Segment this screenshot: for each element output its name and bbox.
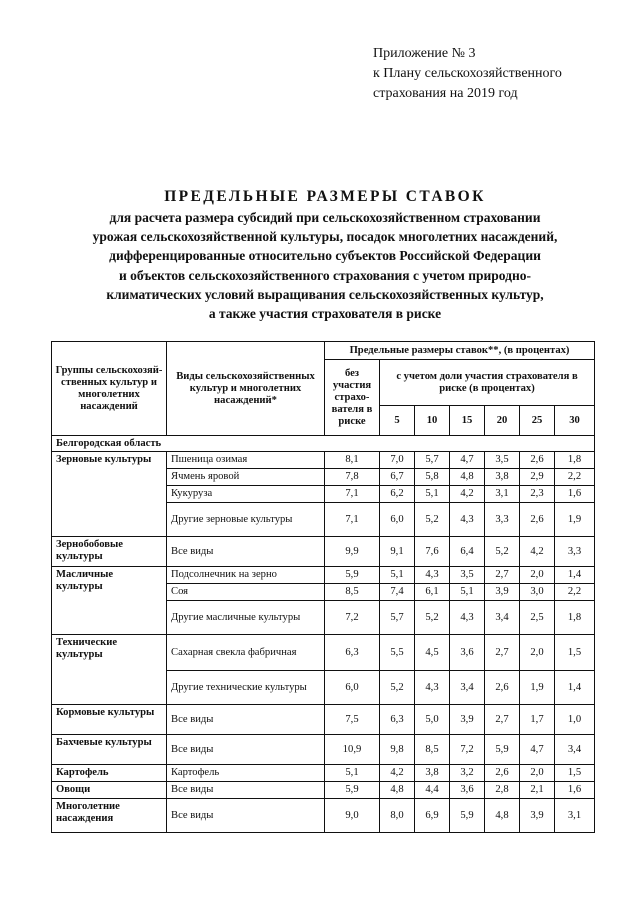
rate-value: 4,3 bbox=[450, 601, 485, 635]
rate-value: 3,5 bbox=[485, 452, 520, 469]
rate-value: 5,2 bbox=[415, 601, 450, 635]
rate-value: 2,6 bbox=[485, 765, 520, 782]
rate-value: 4,8 bbox=[380, 782, 415, 799]
crop-name: Пшеница озимая bbox=[167, 452, 325, 469]
rate-value: 5,2 bbox=[415, 503, 450, 537]
crop-name: Другие масличные культуры bbox=[167, 601, 325, 635]
rate-value: 3,3 bbox=[555, 537, 595, 567]
crop-name: Все виды bbox=[167, 705, 325, 735]
rate-value: 7,0 bbox=[380, 452, 415, 469]
crop-name: Кукуруза bbox=[167, 486, 325, 503]
rate-value: 3,4 bbox=[450, 671, 485, 705]
rate-value: 4,7 bbox=[450, 452, 485, 469]
rate-value: 2,7 bbox=[485, 567, 520, 584]
rate-value: 9,8 bbox=[380, 735, 415, 765]
group-name: Технические культуры bbox=[52, 635, 167, 705]
header-groups: Группы сельскохозяй-ственных культур и многолетних насаждений bbox=[52, 342, 167, 436]
crop-name: Другие технические культуры bbox=[167, 671, 325, 705]
header-no-share: без участия страхо-вателя в риске bbox=[325, 360, 380, 436]
table-row bbox=[52, 705, 595, 735]
header-share-10: 10 bbox=[415, 406, 450, 436]
group-name: Бахчевые культуры bbox=[52, 735, 167, 765]
rate-value: 5,8 bbox=[415, 469, 450, 486]
header-with-share: с учетом доли участия страхователя в риске (в процентах) bbox=[380, 360, 595, 406]
rate-value: 6,3 bbox=[325, 635, 380, 671]
document-title: ПРЕДЕЛЬНЫЕ РАЗМЕРЫ СТАВОК bbox=[164, 188, 486, 205]
rate-value: 1,7 bbox=[520, 705, 555, 735]
rate-value: 4,5 bbox=[415, 635, 450, 671]
region-row: Белгородская область bbox=[52, 436, 595, 452]
rate-value: 2,3 bbox=[520, 486, 555, 503]
group-name: Картофель bbox=[52, 765, 167, 782]
rate-value: 6,0 bbox=[380, 503, 415, 537]
rate-value: 4,3 bbox=[415, 567, 450, 584]
rate-value: 8,5 bbox=[415, 735, 450, 765]
rate-value: 5,1 bbox=[415, 486, 450, 503]
rate-value: 2,1 bbox=[520, 782, 555, 799]
rate-value: 7,8 bbox=[325, 469, 380, 486]
rate-value: 5,2 bbox=[380, 671, 415, 705]
rate-value: 1,5 bbox=[555, 765, 595, 782]
rate-value: 1,0 bbox=[555, 705, 595, 735]
rate-value: 4,3 bbox=[415, 671, 450, 705]
rate-value: 3,4 bbox=[485, 601, 520, 635]
rate-value: 3,1 bbox=[485, 486, 520, 503]
crop-name: Картофель bbox=[167, 765, 325, 782]
rate-value: 1,9 bbox=[520, 671, 555, 705]
rate-value: 3,9 bbox=[485, 584, 520, 601]
rate-value: 4,2 bbox=[380, 765, 415, 782]
rate-value: 2,9 bbox=[520, 469, 555, 486]
rate-value: 7,5 bbox=[325, 705, 380, 735]
rate-value: 4,8 bbox=[485, 799, 520, 833]
rate-value: 4,2 bbox=[520, 537, 555, 567]
rate-value: 6,3 bbox=[380, 705, 415, 735]
rate-value: 2,8 bbox=[485, 782, 520, 799]
rate-value: 4,2 bbox=[450, 486, 485, 503]
rate-value: 1,8 bbox=[555, 601, 595, 635]
rate-value: 6,7 bbox=[380, 469, 415, 486]
rate-value: 5,2 bbox=[485, 537, 520, 567]
rate-value: 10,9 bbox=[325, 735, 380, 765]
heading-line: климатических условий выращивания сельскохозяйственных культур, bbox=[106, 286, 544, 302]
rate-value: 5,9 bbox=[325, 567, 380, 584]
rate-value: 9,0 bbox=[325, 799, 380, 833]
rate-value: 7,1 bbox=[325, 486, 380, 503]
crop-name: Другие зерновые культуры bbox=[167, 503, 325, 537]
rate-value: 6,0 bbox=[325, 671, 380, 705]
header-types: Виды сельскохозяйственных культур и многолетних насаждений* bbox=[167, 342, 325, 436]
table-row bbox=[52, 799, 595, 833]
rate-value: 1,4 bbox=[555, 671, 595, 705]
rate-value: 1,6 bbox=[555, 782, 595, 799]
rate-value: 2,6 bbox=[520, 503, 555, 537]
group-name: Зерновые культуры bbox=[52, 452, 167, 537]
rate-value: 9,1 bbox=[380, 537, 415, 567]
rate-value: 6,1 bbox=[415, 584, 450, 601]
header-max-rates: Предельные размеры ставок**, (в процентах) bbox=[325, 342, 595, 360]
rate-value: 3,5 bbox=[450, 567, 485, 584]
rate-value: 5,9 bbox=[450, 799, 485, 833]
rate-value: 5,0 bbox=[415, 705, 450, 735]
rate-value: 8,5 bbox=[325, 584, 380, 601]
rate-value: 1,9 bbox=[555, 503, 595, 537]
rate-value: 2,5 bbox=[520, 601, 555, 635]
header-share-25: 25 bbox=[520, 406, 555, 436]
appendix-block bbox=[373, 44, 562, 104]
rate-value: 2,7 bbox=[485, 705, 520, 735]
rate-value: 1,4 bbox=[555, 567, 595, 584]
table-row bbox=[52, 782, 595, 799]
group-name: Кормовые культуры bbox=[52, 705, 167, 735]
rate-value: 2,0 bbox=[520, 765, 555, 782]
rate-value: 3,6 bbox=[450, 782, 485, 799]
document-heading bbox=[40, 187, 610, 323]
heading-line: для расчета размера субсидий при сельскохозяйственном страховании bbox=[109, 210, 541, 225]
rate-value: 5,9 bbox=[485, 735, 520, 765]
crop-name: Все виды bbox=[167, 735, 325, 765]
rate-value: 2,2 bbox=[555, 584, 595, 601]
rate-value: 3,8 bbox=[415, 765, 450, 782]
rate-value: 3,8 bbox=[485, 469, 520, 486]
rate-value: 6,2 bbox=[380, 486, 415, 503]
rate-value: 4,7 bbox=[520, 735, 555, 765]
rate-value: 7,4 bbox=[380, 584, 415, 601]
rate-value: 2,6 bbox=[520, 452, 555, 469]
rate-value: 3,9 bbox=[520, 799, 555, 833]
rate-value: 5,7 bbox=[415, 452, 450, 469]
group-name: Многолетние насаждения bbox=[52, 799, 167, 833]
header-share-15: 15 bbox=[450, 406, 485, 436]
heading-line: и объектов сельскохозяйственного страхования с учетом природно- bbox=[119, 267, 531, 283]
group-name: Масличные культуры bbox=[52, 567, 167, 635]
crop-name: Все виды bbox=[167, 799, 325, 833]
rate-value: 2,2 bbox=[555, 469, 595, 486]
rate-value: 7,2 bbox=[450, 735, 485, 765]
rate-value: 4,8 bbox=[450, 469, 485, 486]
table-row bbox=[52, 765, 595, 782]
rate-value: 5,1 bbox=[325, 765, 380, 782]
rate-value: 5,9 bbox=[325, 782, 380, 799]
rate-value: 3,2 bbox=[450, 765, 485, 782]
rate-value: 8,0 bbox=[380, 799, 415, 833]
rate-value: 6,9 bbox=[415, 799, 450, 833]
table-row bbox=[52, 735, 595, 765]
rate-value: 7,2 bbox=[325, 601, 380, 635]
group-name: Овощи bbox=[52, 782, 167, 799]
rate-value: 3,6 bbox=[450, 635, 485, 671]
appendix-line: страхования на 2019 год bbox=[373, 86, 518, 101]
crop-name: Все виды bbox=[167, 782, 325, 799]
heading-line: дифференцированные относительно субъектов Российской Федерации bbox=[109, 248, 541, 264]
rate-value: 5,1 bbox=[380, 567, 415, 584]
rate-value: 3,9 bbox=[450, 705, 485, 735]
rate-value: 5,1 bbox=[450, 584, 485, 601]
header-share-30: 30 bbox=[555, 406, 595, 436]
rate-value: 2,0 bbox=[520, 567, 555, 584]
rates-table bbox=[51, 341, 595, 833]
rate-value: 4,4 bbox=[415, 782, 450, 799]
rate-value: 7,1 bbox=[325, 503, 380, 537]
table-row bbox=[52, 452, 595, 469]
crop-name: Подсолнечник на зерно bbox=[167, 567, 325, 584]
header-share-20: 20 bbox=[485, 406, 520, 436]
table-row bbox=[52, 567, 595, 584]
rate-value: 3,0 bbox=[520, 584, 555, 601]
crop-name: Ячмень яровой bbox=[167, 469, 325, 486]
rate-value: 2,7 bbox=[485, 635, 520, 671]
heading-line: а также участия страхователя в риске bbox=[208, 306, 442, 322]
rate-value: 1,8 bbox=[555, 452, 595, 469]
appendix-line: к Плану сельскохозяйственного bbox=[373, 66, 562, 81]
table-row bbox=[52, 635, 595, 671]
heading-line: урожая сельскохозяйственной культуры, посадок многолетних насаждений, bbox=[92, 229, 558, 245]
rate-value: 2,0 bbox=[520, 635, 555, 671]
appendix-line: Приложение № 3 bbox=[373, 46, 476, 61]
rate-value: 1,5 bbox=[555, 635, 595, 671]
rate-value: 3,4 bbox=[555, 735, 595, 765]
rate-value: 2,6 bbox=[485, 671, 520, 705]
rate-value: 8,1 bbox=[325, 452, 380, 469]
rate-value: 4,3 bbox=[450, 503, 485, 537]
rate-value: 3,3 bbox=[485, 503, 520, 537]
header-share-5: 5 bbox=[380, 406, 415, 436]
crop-name: Соя bbox=[167, 584, 325, 601]
rate-value: 1,6 bbox=[555, 486, 595, 503]
rate-value: 3,1 bbox=[555, 799, 595, 833]
crop-name: Сахарная свекла фабричная bbox=[167, 635, 325, 671]
rate-value: 9,9 bbox=[325, 537, 380, 567]
group-name: Зернобобовые культуры bbox=[52, 537, 167, 567]
table-row bbox=[52, 537, 595, 567]
rate-value: 7,6 bbox=[415, 537, 450, 567]
rate-value: 5,5 bbox=[380, 635, 415, 671]
rate-value: 5,7 bbox=[380, 601, 415, 635]
crop-name: Все виды bbox=[167, 537, 325, 567]
rate-value: 6,4 bbox=[450, 537, 485, 567]
